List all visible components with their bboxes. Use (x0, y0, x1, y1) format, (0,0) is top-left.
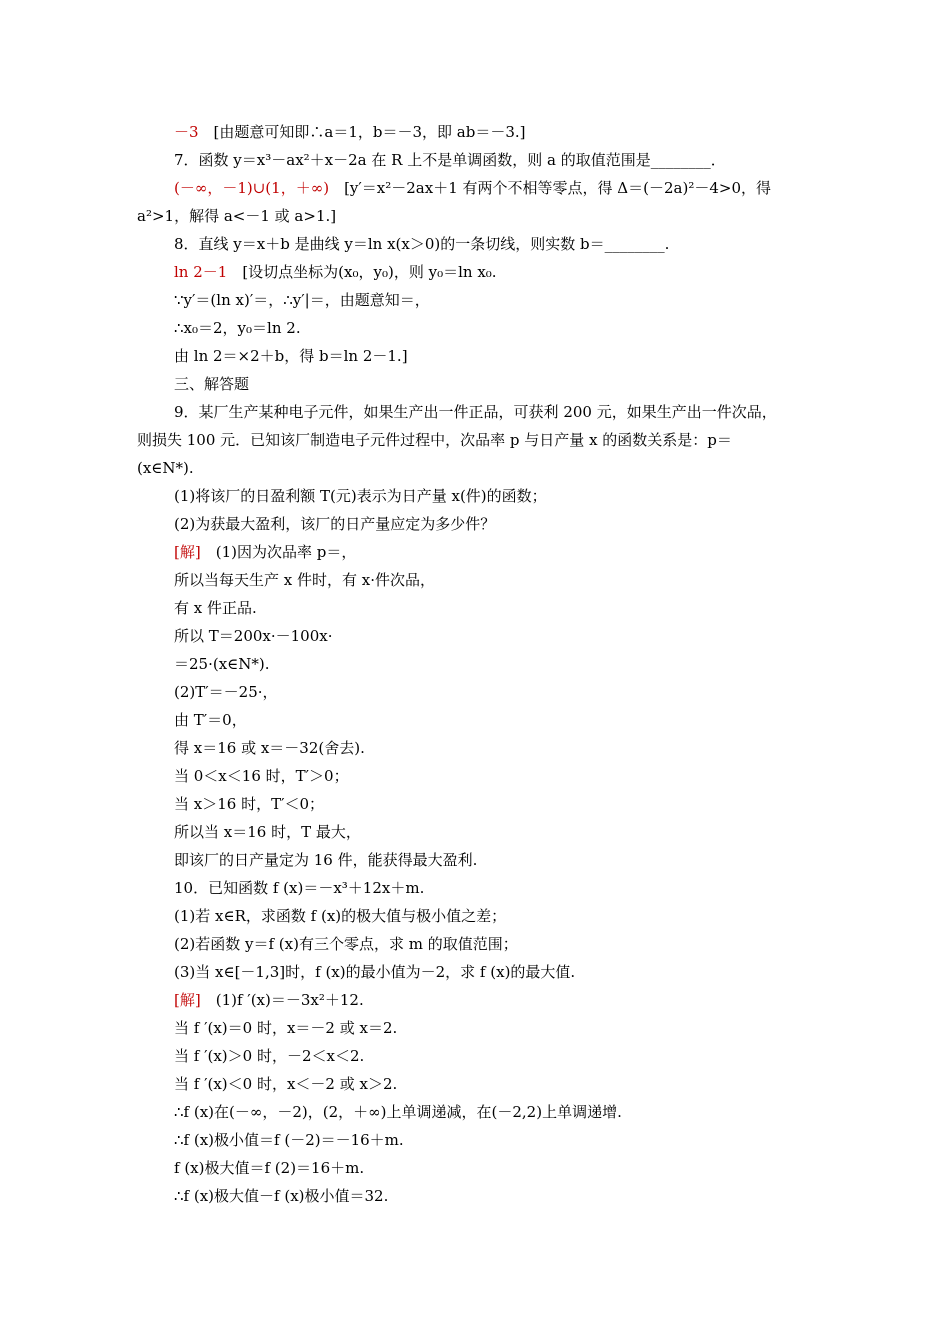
line-text: 8．直线 y＝x＋b 是曲线 y＝ln x(x＞0)的一条切线，则实数 b＝________. (174, 235, 670, 253)
solution-label: [解] (174, 543, 201, 561)
line-text-row: 即该厂的日产量定为 16 件，能获得最大盈利. (174, 851, 478, 869)
line-text-row: 当 f ′(x)＞0 时，－2＜x＜2. (174, 1047, 365, 1065)
line-text-row: ∴f (x)在(－∞，－2)，(2，＋∞)上单调递减，在(－2,2)上单调递增. (174, 1103, 622, 1121)
line-answer-8 (0, 261, 950, 283)
line-text-row: 所以 T＝200x·－100x· (174, 627, 333, 645)
answer-red: －3 (174, 123, 199, 141)
line-text-row: f (x)极大值＝f (2)＝16＋m. (174, 1159, 365, 1177)
line-question-7 (0, 149, 950, 171)
line-answer-7-cont (0, 205, 950, 227)
line-text-row: 所以当 x＝16 时，T 最大， (174, 823, 361, 841)
line-text-row: 得 x＝16 或 x＝－32(舍去). (174, 739, 365, 757)
line-solution-9: [解] (1)因为次品率 p＝， (174, 543, 357, 561)
line-answer-6 (0, 121, 950, 143)
line-text-row: ∵y′＝(ln x)′＝，∴y′|＝，由题意知＝， (174, 291, 430, 309)
line-answer-7 (0, 177, 950, 199)
line-text-row: 有 x 件正品. (174, 599, 257, 617)
line-text-row: ∴f (x)极小值＝f (－2)＝－16＋m. (174, 1131, 404, 1149)
line-text-row: (1)将该厂的日盈利额 T(元)表示为日产量 x(件)的函数； (174, 487, 547, 505)
line-text-row: 由 ln 2＝×2＋b，得 b＝ln 2－1.] (174, 347, 408, 365)
line-text-row: 当 0＜x＜16 时，T′＞0； (174, 767, 349, 785)
section-heading: 三、解答题 (174, 375, 250, 393)
answer-red: (－∞，－1)∪(1，＋∞) (174, 179, 330, 197)
line-text-row: ∴f (x)极大值－f (x)极小值＝32. (174, 1187, 389, 1205)
line-text: 7．函数 y＝x³－ax²＋x－2a 在 R 上不是单调函数，则 a 的取值范围是________． (174, 151, 726, 169)
line-question-9-cont: 则损失 100 元．已知该厂制造电子元件过程中，次品率 p 与日产量 x 的函数关系是：p＝ (137, 431, 732, 449)
line-solution-10: [解] (1)f ′(x)＝－3x²＋12. (174, 991, 364, 1009)
line-text-row: 当 x＞16 时，T′＜0； (174, 795, 325, 813)
line-text: [y′＝x²－2ax＋1 有两个不相等零点，得 Δ＝(－2a)²－4>0，得 (329, 179, 771, 197)
line-text-row: (3)当 x∈[－1,3]时，f (x)的最小值为－2，求 f (x)的最大值. (174, 963, 576, 981)
solution-label: [解] (174, 991, 201, 1009)
line-text-row: 所以当每天生产 x 件时，有 x·件次品， (174, 571, 435, 589)
line-text-row: ＝25·(x∈N*). (174, 655, 270, 673)
line-text-row: 由 T′＝0， (174, 711, 247, 729)
line-text-row: 当 f ′(x)＝0 时，x＝－2 或 x＝2. (174, 1019, 398, 1037)
line-text-row: (1)若 x∈R，求函数 f (x)的极大值与极小值之差； (174, 907, 507, 925)
line-question-8 (0, 233, 950, 255)
line-text-row: (2)为获最大盈利，该厂的日产量应定为多少件？ (174, 515, 496, 533)
line-question-9-cont: (x∈N*). (137, 459, 194, 477)
line-question-10: 10．已知函数 f (x)＝－x³＋12x＋m. (174, 879, 425, 897)
line-text-row: (2)若函数 y＝f (x)有三个零点，求 m 的取值范围； (174, 935, 518, 953)
line-text: [由题意可知即∴a＝1，b＝－3，即 ab＝－3.] (198, 123, 526, 141)
line-text: a²>1，解得 a<－1 或 a>1.] (137, 207, 337, 225)
line-text-row: ∴x₀＝2，y₀＝ln 2. (174, 319, 301, 337)
line-text-row: 当 f ′(x)＜0 时，x＜－2 或 x＞2. (174, 1075, 398, 1093)
line-text-row: (2)T′＝－25·， (174, 683, 278, 701)
answer-red: ln 2－1 (174, 263, 228, 281)
line-question-9: 9．某厂生产某种电子元件，如果生产出一件正品，可获利 200 元，如果生产出一件次品， (174, 403, 777, 421)
line-text: [设切点坐标为(x₀，y₀)，则 y₀＝ln x₀. (227, 263, 497, 281)
